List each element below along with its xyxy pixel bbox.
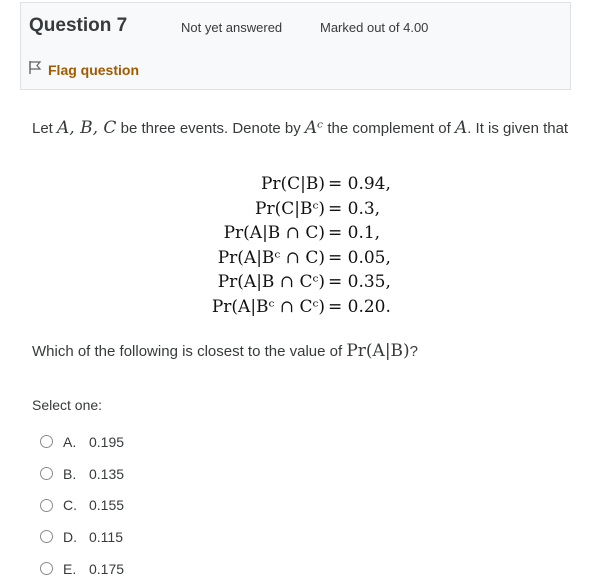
intro-text-3: the complement of: [327, 120, 451, 137]
radio-button[interactable]: [40, 499, 53, 512]
option-letter: D.: [63, 528, 77, 545]
option-value: 0.155: [89, 497, 125, 514]
equation-lhs: Pr(A|Bᶜ ∩ C): [217, 247, 325, 268]
answer-option-c[interactable]: [40, 489, 124, 521]
intro-text-1: Let: [32, 120, 53, 137]
intro-complement: Aᶜ: [304, 118, 324, 138]
option-value: 0.175: [89, 560, 125, 577]
equation-lhs: Pr(A|B ∩ Cᶜ): [217, 272, 325, 292]
answer-option-e[interactable]: [40, 553, 124, 585]
answer-option-a[interactable]: [40, 426, 124, 458]
equation-rhs: = 0.20.: [328, 296, 391, 317]
option-letter: A.: [63, 433, 77, 450]
prompt-text: Which of the following is closest to the value of: [32, 343, 343, 360]
equation-row: [180, 172, 400, 197]
question-state: Not yet answered: [181, 20, 283, 35]
option-value: 0.135: [89, 465, 125, 482]
prompt-end: ?: [409, 343, 419, 360]
option-value: 0.195: [89, 433, 125, 450]
intro-text-2: be three events. Denote by: [120, 120, 301, 137]
equation-row: [180, 197, 400, 222]
equation-lhs: Pr(A|B ∩ C): [223, 223, 325, 243]
equation-row: [180, 246, 400, 271]
question-text: [32, 114, 572, 143]
flag-question-label: Flag question: [48, 61, 139, 78]
intro-events: A, B, C: [57, 118, 117, 138]
select-one-label: Select one:: [32, 397, 103, 413]
question-title: Question 7: [29, 15, 128, 36]
equation-row: [180, 221, 400, 246]
equation-row: [180, 295, 400, 320]
radio-button[interactable]: [40, 562, 53, 575]
equation-rhs: = 0.94,: [328, 174, 391, 194]
intro-a: A: [454, 118, 468, 138]
question-grade: Marked out of 4.00: [320, 20, 429, 35]
radio-button[interactable]: [40, 435, 53, 448]
equation-lhs: Pr(C|B): [260, 174, 325, 194]
flag-question-link[interactable]: [27, 59, 139, 80]
flag-icon: [27, 59, 43, 80]
equation-block: [180, 172, 400, 319]
prompt-math: Pr(A|B): [346, 341, 410, 361]
equation-rhs: = 0.3,: [328, 198, 381, 219]
option-value: 0.115: [89, 528, 123, 545]
radio-button[interactable]: [40, 467, 53, 480]
equation-lhs: Pr(C|Bᶜ): [255, 198, 325, 219]
equation-lhs: Pr(A|Bᶜ ∩ Cᶜ): [211, 296, 325, 317]
equation-rhs: = 0.35,: [328, 272, 391, 292]
option-letter: B.: [63, 465, 77, 482]
intro-text-4: . It is given that: [467, 120, 569, 137]
answer-option-d[interactable]: [40, 521, 124, 553]
option-letter: C.: [63, 497, 77, 514]
question-info-panel: [20, 2, 571, 90]
radio-button[interactable]: [40, 530, 53, 543]
equation-rhs: = 0.05,: [328, 247, 391, 268]
equation-rhs: = 0.1,: [328, 223, 381, 243]
answer-option-b[interactable]: [40, 458, 124, 490]
answer-options: [40, 426, 124, 584]
equation-row: [180, 270, 400, 295]
option-letter: E.: [63, 560, 77, 577]
question-prompt: [32, 341, 418, 361]
